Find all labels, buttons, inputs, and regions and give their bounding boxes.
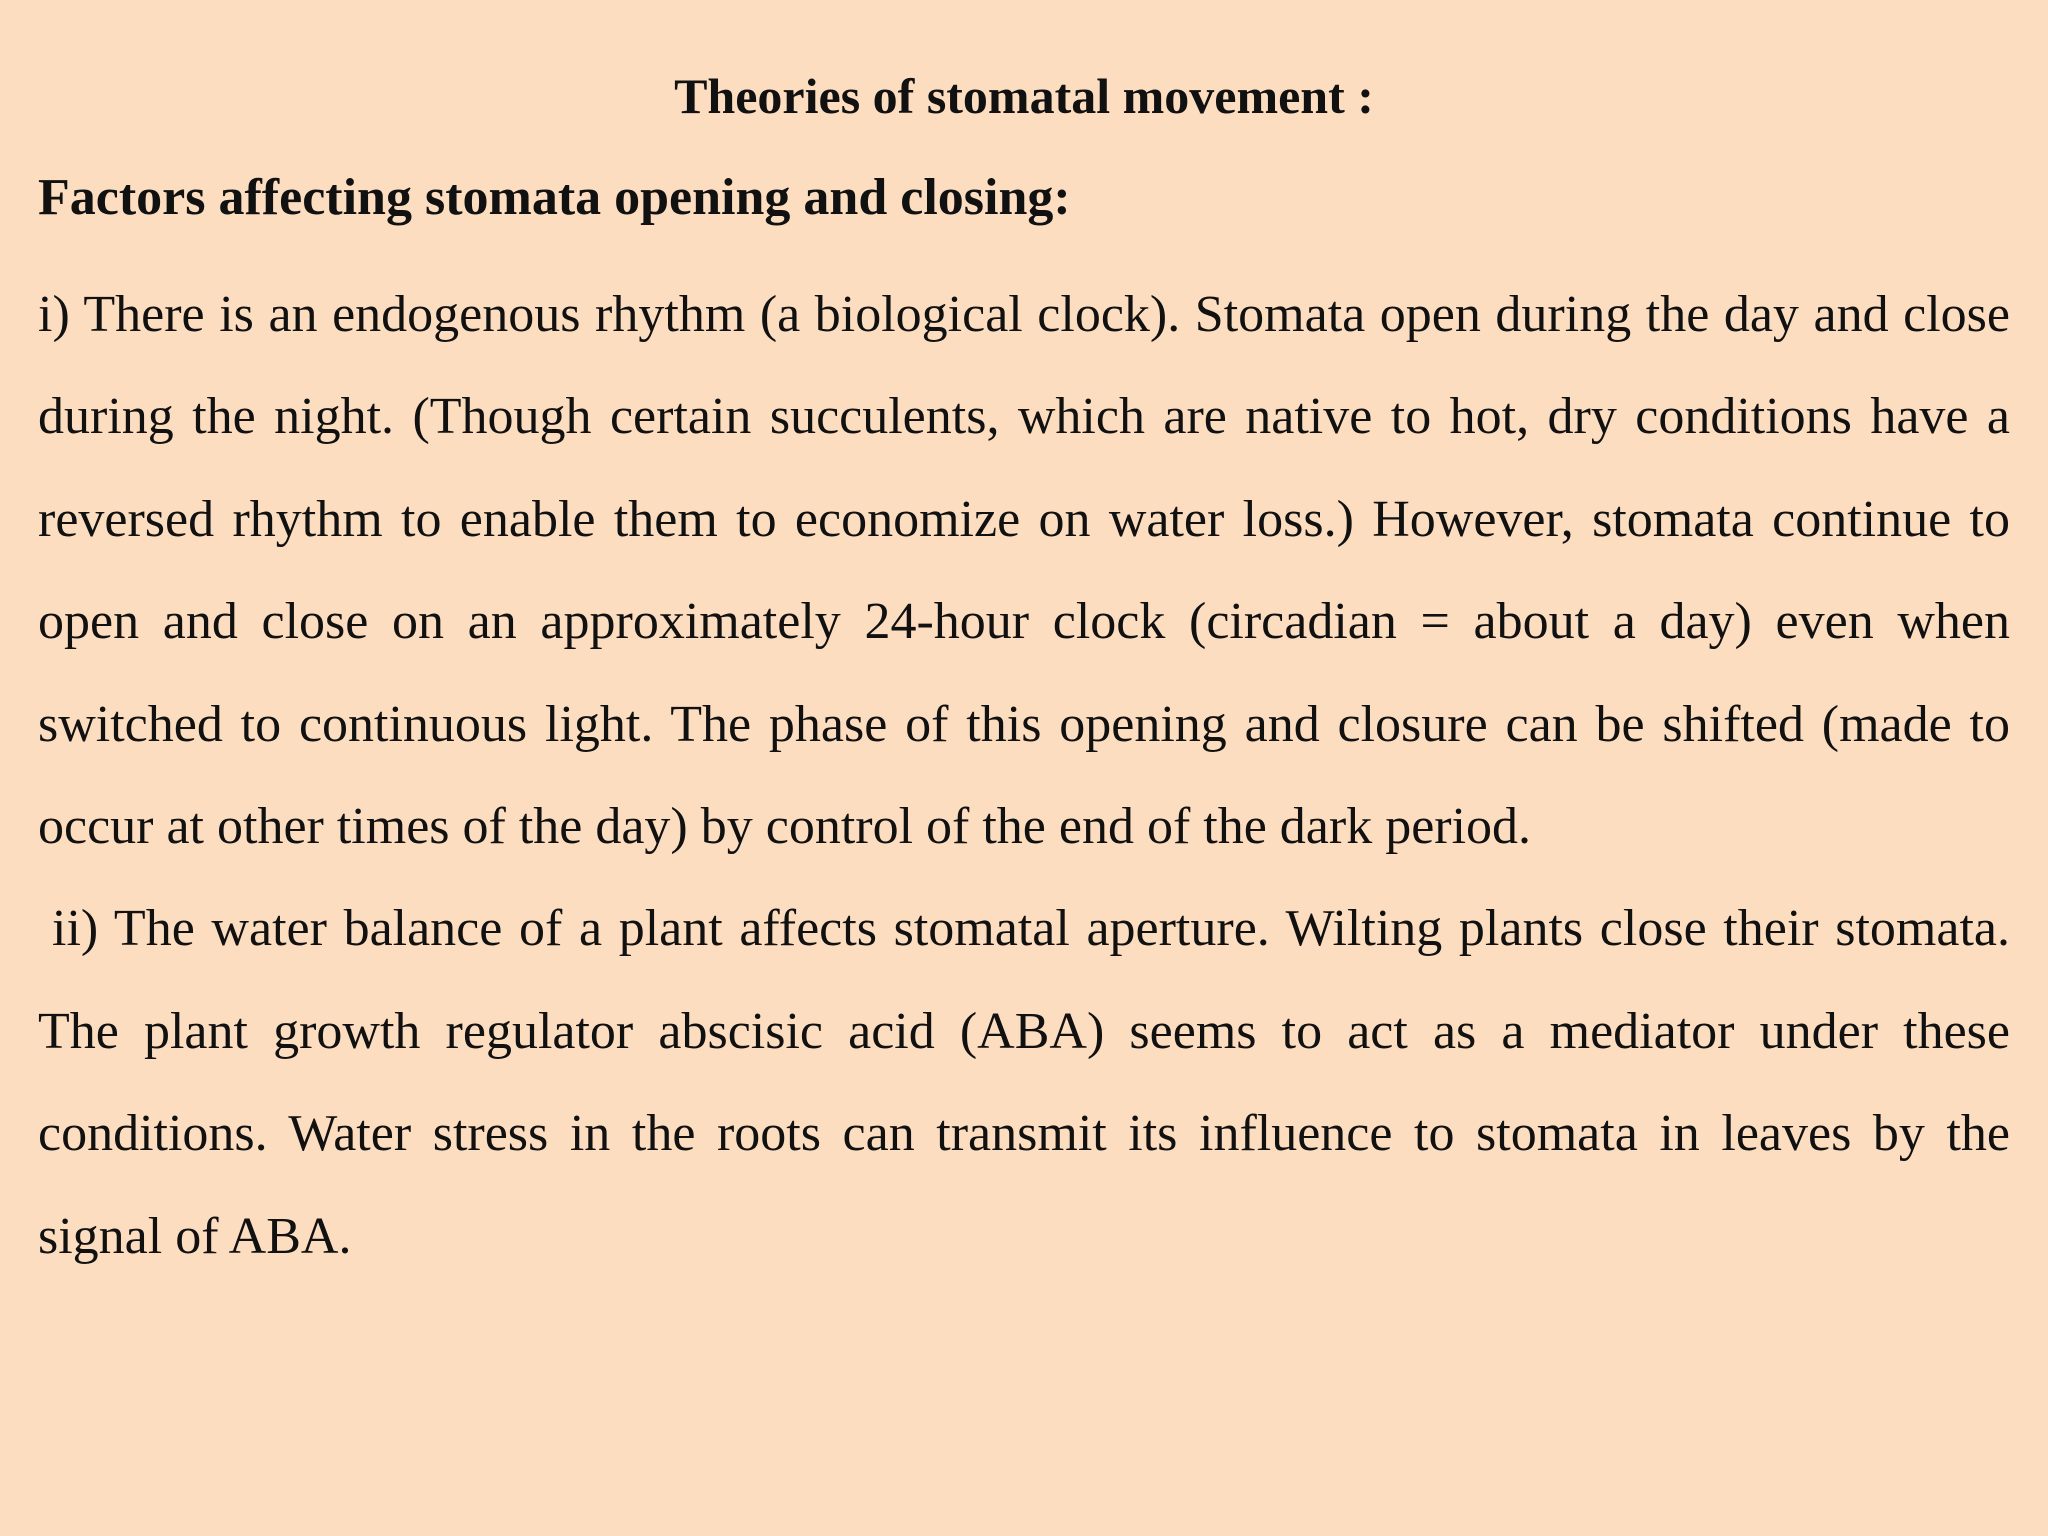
paragraph-endogenous-rhythm: i) There is an endogenous rhythm (a biological clock). Stomata open during the day and close during the night. (Though certain succulents, which are native to hot, dry conditions have a reversed rhythm to enable them to economize on water loss.) However, stomata continue to open and close on an approximately 24-hour clock (circadian = about a day) even when switched to continuous light. The phase of this opening and closure can be shifted (made to occur at other times of the day) by control of the end of the dark period.	[38, 286, 2010, 856]
paragraph-water-balance: ii) The water balance of a plant affects stomatal aperture. Wilting plants close their stomata. The plant growth regulator abscisic acid (ABA) seems to act as a mediator under these conditions. Water stress in the roots can transmit its influence to stomata in leaves by the signal of ABA.	[38, 900, 2010, 1265]
slide-title: Theories of stomatal movement :	[674, 68, 1374, 124]
section-heading: Factors affecting stomata opening and closing:	[38, 169, 1071, 226]
